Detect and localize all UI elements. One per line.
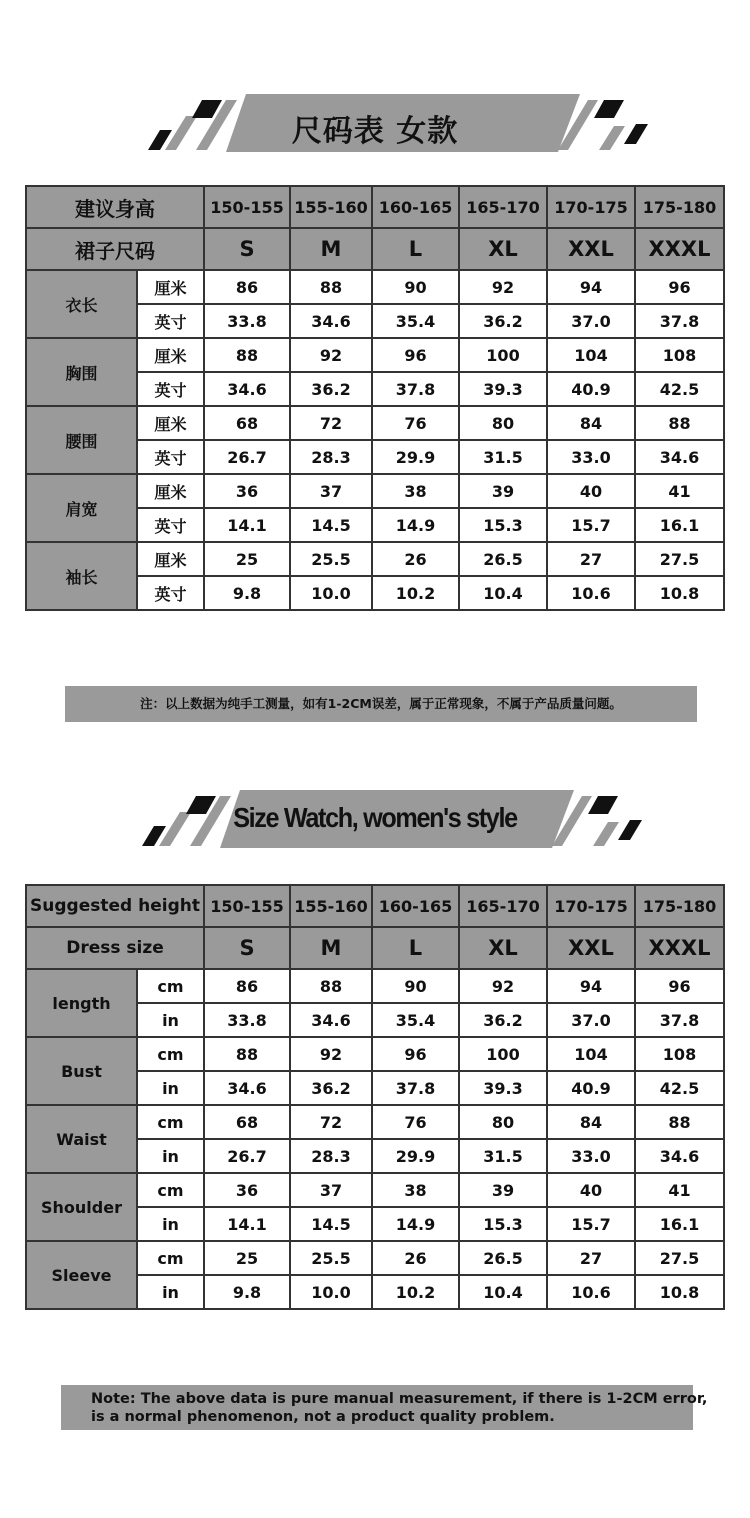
value-cell-cm: 37 (290, 474, 372, 508)
height-range-cell: 170-175 (547, 186, 635, 228)
size-table-en (25, 884, 725, 1310)
value-cell-cm: 108 (635, 1037, 724, 1071)
value-cell-cm: 39 (459, 1173, 547, 1207)
size-label: 裙子尺码 (26, 228, 204, 270)
value-cell-cm: 88 (204, 338, 290, 372)
value-cell-cm: 72 (290, 1105, 372, 1139)
value-cell-in: 14.5 (290, 508, 372, 542)
value-cell-in: 26.7 (204, 440, 290, 474)
value-cell-in: 36.2 (290, 372, 372, 406)
size-cell: XXXL (635, 228, 724, 270)
unit-label-in: 英寸 (137, 440, 204, 474)
value-cell-in: 36.2 (459, 1003, 547, 1037)
value-cell-cm: 76 (372, 406, 459, 440)
table-row (26, 1037, 724, 1071)
value-cell-in: 29.9 (372, 440, 459, 474)
height-label: Suggested height (26, 885, 204, 927)
value-cell-cm: 27.5 (635, 1241, 724, 1275)
value-cell-cm: 96 (635, 969, 724, 1003)
unit-label-in: in (137, 1071, 204, 1105)
unit-label-in: 英寸 (137, 576, 204, 610)
value-cell-in: 10.6 (547, 576, 635, 610)
measure-label: 肩宽 (26, 474, 137, 542)
value-cell-in: 10.2 (372, 1275, 459, 1309)
page-title-cn: 尺码表 女款 (291, 114, 459, 149)
table-row (26, 270, 724, 304)
value-cell-in: 34.6 (635, 440, 724, 474)
value-cell-in: 28.3 (290, 1139, 372, 1173)
value-cell-in: 10.2 (372, 576, 459, 610)
value-cell-cm: 39 (459, 474, 547, 508)
height-range-cell: 170-175 (547, 885, 635, 927)
unit-label-in: in (137, 1207, 204, 1241)
note-en (61, 1385, 708, 1430)
value-cell-cm: 90 (372, 270, 459, 304)
value-cell-in: 14.5 (290, 1207, 372, 1241)
value-cell-in: 37.8 (635, 304, 724, 338)
value-cell-cm: 88 (635, 1105, 724, 1139)
value-cell-in: 42.5 (635, 372, 724, 406)
unit-label-in: in (137, 1139, 204, 1173)
unit-label-cm: cm (137, 1173, 204, 1207)
value-cell-cm: 26 (372, 1241, 459, 1275)
value-cell-cm: 108 (635, 338, 724, 372)
size-cell: S (204, 927, 290, 969)
measure-label: 腰围 (26, 406, 137, 474)
measure-label: 胸围 (26, 338, 137, 406)
value-cell-in: 34.6 (204, 372, 290, 406)
value-cell-cm: 25.5 (290, 1241, 372, 1275)
height-range-cell: 160-165 (372, 885, 459, 927)
height-label: 建议身高 (26, 186, 204, 228)
value-cell-in: 14.9 (372, 508, 459, 542)
value-cell-in: 14.1 (204, 508, 290, 542)
height-range-cell: 175-180 (635, 186, 724, 228)
value-cell-cm: 36 (204, 1173, 290, 1207)
value-cell-cm: 88 (290, 969, 372, 1003)
value-cell-cm: 76 (372, 1105, 459, 1139)
value-cell-cm: 26.5 (459, 542, 547, 576)
note-cn: 注：以上数据为纯手工测量，如有1-2CM误差，属于正常现象，不属于产品质量问题。 (65, 686, 697, 722)
value-cell-in: 10.8 (635, 1275, 724, 1309)
table-row (26, 1173, 724, 1207)
height-range-cell: 155-160 (290, 186, 372, 228)
value-cell-in: 40.9 (547, 372, 635, 406)
size-cell: M (290, 228, 372, 270)
unit-label-in: 英寸 (137, 372, 204, 406)
value-cell-in: 33.8 (204, 1003, 290, 1037)
value-cell-cm: 36 (204, 474, 290, 508)
value-cell-cm: 80 (459, 1105, 547, 1139)
value-cell-cm: 88 (635, 406, 724, 440)
value-cell-in: 37.0 (547, 1003, 635, 1037)
height-range-cell: 165-170 (459, 186, 547, 228)
value-cell-cm: 27.5 (635, 542, 724, 576)
value-cell-cm: 68 (204, 406, 290, 440)
value-cell-in: 39.3 (459, 372, 547, 406)
value-cell-in: 33.0 (547, 440, 635, 474)
value-cell-in: 40.9 (547, 1071, 635, 1105)
value-cell-in: 31.5 (459, 440, 547, 474)
measure-label: 袖长 (26, 542, 137, 610)
height-range-cell: 155-160 (290, 885, 372, 927)
unit-label-in: in (137, 1003, 204, 1037)
value-cell-cm: 40 (547, 474, 635, 508)
value-cell-in: 9.8 (204, 1275, 290, 1309)
header-row-height (26, 885, 724, 927)
value-cell-in: 14.1 (204, 1207, 290, 1241)
value-cell-cm: 41 (635, 1173, 724, 1207)
value-cell-in: 15.7 (547, 508, 635, 542)
value-cell-cm: 92 (290, 1037, 372, 1071)
value-cell-in: 34.6 (635, 1139, 724, 1173)
value-cell-in: 14.9 (372, 1207, 459, 1241)
unit-label-in: in (137, 1275, 204, 1309)
value-cell-cm: 84 (547, 406, 635, 440)
unit-label-cm: 厘米 (137, 338, 204, 372)
value-cell-cm: 27 (547, 542, 635, 576)
value-cell-in: 39.3 (459, 1071, 547, 1105)
measure-label: length (26, 969, 137, 1037)
size-cell: S (204, 228, 290, 270)
value-cell-in: 37.0 (547, 304, 635, 338)
title-banner-cn (0, 92, 750, 162)
height-range-cell: 150-155 (204, 186, 290, 228)
value-cell-cm: 88 (290, 270, 372, 304)
page-title-en: Size Watch, women's style (233, 802, 517, 833)
value-cell-cm: 94 (547, 270, 635, 304)
table-row (26, 969, 724, 1003)
value-cell-in: 10.4 (459, 576, 547, 610)
value-cell-cm: 38 (372, 474, 459, 508)
value-cell-in: 28.3 (290, 440, 372, 474)
note-en-line2: is a normal phenomenon, not a product quality problem. (91, 1409, 555, 1425)
value-cell-in: 16.1 (635, 508, 724, 542)
height-range-cell: 175-180 (635, 885, 724, 927)
value-cell-cm: 104 (547, 338, 635, 372)
value-cell-cm: 86 (204, 969, 290, 1003)
measure-label: Bust (26, 1037, 137, 1105)
value-cell-in: 29.9 (372, 1139, 459, 1173)
value-cell-in: 9.8 (204, 576, 290, 610)
size-cell: L (372, 927, 459, 969)
value-cell-in: 31.5 (459, 1139, 547, 1173)
title-banner-en (0, 788, 750, 858)
size-table-cn (25, 185, 725, 611)
value-cell-in: 37.8 (372, 1071, 459, 1105)
value-cell-in: 34.6 (204, 1071, 290, 1105)
size-cell: XL (459, 228, 547, 270)
value-cell-cm: 25 (204, 542, 290, 576)
value-cell-in: 36.2 (459, 304, 547, 338)
value-cell-in: 35.4 (372, 1003, 459, 1037)
value-cell-cm: 86 (204, 270, 290, 304)
table-row (26, 1241, 724, 1275)
height-range-cell: 160-165 (372, 186, 459, 228)
unit-label-cm: 厘米 (137, 270, 204, 304)
value-cell-cm: 94 (547, 969, 635, 1003)
unit-label-cm: 厘米 (137, 474, 204, 508)
value-cell-cm: 37 (290, 1173, 372, 1207)
value-cell-in: 15.3 (459, 508, 547, 542)
value-cell-cm: 68 (204, 1105, 290, 1139)
header-row-height (26, 186, 724, 228)
value-cell-in: 15.7 (547, 1207, 635, 1241)
note-en-line1: Note: The above data is pure manual measurement, if there is 1-2CM error, (91, 1391, 708, 1407)
value-cell-cm: 96 (635, 270, 724, 304)
unit-label-cm: cm (137, 1105, 204, 1139)
size-label: Dress size (26, 927, 204, 969)
size-cell: L (372, 228, 459, 270)
value-cell-in: 26.7 (204, 1139, 290, 1173)
measure-label: Waist (26, 1105, 137, 1173)
measure-label: Shoulder (26, 1173, 137, 1241)
value-cell-in: 33.8 (204, 304, 290, 338)
table-row (26, 542, 724, 576)
value-cell-cm: 92 (290, 338, 372, 372)
value-cell-cm: 25 (204, 1241, 290, 1275)
value-cell-cm: 90 (372, 969, 459, 1003)
value-cell-cm: 100 (459, 338, 547, 372)
value-cell-cm: 25.5 (290, 542, 372, 576)
value-cell-cm: 92 (459, 270, 547, 304)
value-cell-cm: 72 (290, 406, 372, 440)
value-cell-cm: 96 (372, 338, 459, 372)
value-cell-cm: 27 (547, 1241, 635, 1275)
value-cell-in: 34.6 (290, 304, 372, 338)
height-range-cell: 150-155 (204, 885, 290, 927)
height-range-cell: 165-170 (459, 885, 547, 927)
size-cell: XXXL (635, 927, 724, 969)
value-cell-in: 16.1 (635, 1207, 724, 1241)
value-cell-in: 10.8 (635, 576, 724, 610)
size-cell: XXL (547, 228, 635, 270)
unit-label-cm: 厘米 (137, 406, 204, 440)
table-row (26, 1105, 724, 1139)
value-cell-in: 42.5 (635, 1071, 724, 1105)
unit-label-in: 英寸 (137, 304, 204, 338)
size-cell: XL (459, 927, 547, 969)
value-cell-cm: 84 (547, 1105, 635, 1139)
table-row (26, 406, 724, 440)
value-cell-cm: 26.5 (459, 1241, 547, 1275)
value-cell-in: 33.0 (547, 1139, 635, 1173)
size-cell: M (290, 927, 372, 969)
unit-label-cm: cm (137, 1037, 204, 1071)
value-cell-in: 10.0 (290, 576, 372, 610)
value-cell-in: 37.8 (635, 1003, 724, 1037)
value-cell-in: 10.4 (459, 1275, 547, 1309)
value-cell-in: 36.2 (290, 1071, 372, 1105)
value-cell-cm: 96 (372, 1037, 459, 1071)
measure-label: Sleeve (26, 1241, 137, 1309)
unit-label-in: 英寸 (137, 508, 204, 542)
value-cell-cm: 100 (459, 1037, 547, 1071)
header-row-size (26, 927, 724, 969)
value-cell-cm: 88 (204, 1037, 290, 1071)
value-cell-cm: 41 (635, 474, 724, 508)
value-cell-in: 34.6 (290, 1003, 372, 1037)
value-cell-in: 37.8 (372, 372, 459, 406)
size-cell: XXL (547, 927, 635, 969)
value-cell-in: 10.6 (547, 1275, 635, 1309)
value-cell-cm: 40 (547, 1173, 635, 1207)
value-cell-cm: 92 (459, 969, 547, 1003)
value-cell-in: 15.3 (459, 1207, 547, 1241)
value-cell-cm: 80 (459, 406, 547, 440)
table-row (26, 474, 724, 508)
value-cell-cm: 104 (547, 1037, 635, 1071)
unit-label-cm: 厘米 (137, 542, 204, 576)
header-row-size (26, 228, 724, 270)
value-cell-in: 35.4 (372, 304, 459, 338)
value-cell-cm: 38 (372, 1173, 459, 1207)
value-cell-cm: 26 (372, 542, 459, 576)
value-cell-in: 10.0 (290, 1275, 372, 1309)
unit-label-cm: cm (137, 969, 204, 1003)
measure-label: 衣长 (26, 270, 137, 338)
table-row (26, 338, 724, 372)
unit-label-cm: cm (137, 1241, 204, 1275)
